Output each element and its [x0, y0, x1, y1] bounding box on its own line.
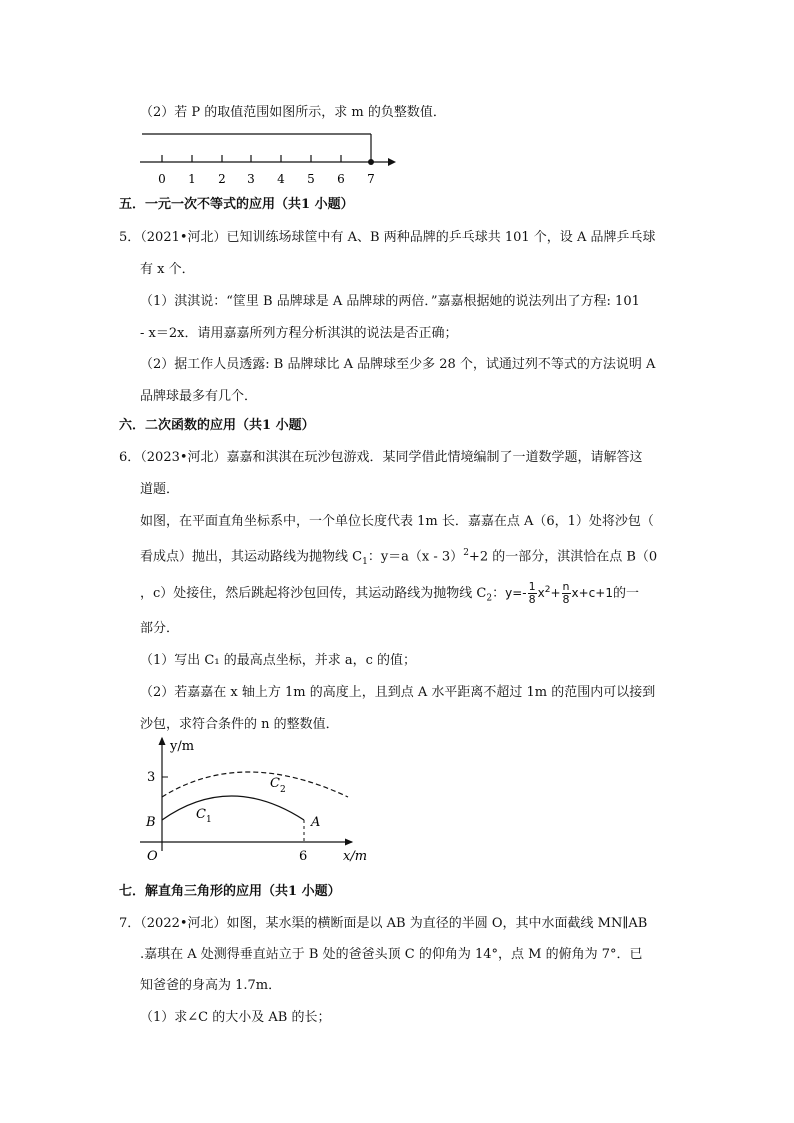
nl-label-0: 0	[158, 172, 166, 186]
q6-stem-line1: 如图，在平面直角坐标系中，一个单位长度代表 1m 长．嘉嘉在点 A（6，1）处将沙包（	[140, 514, 654, 529]
c2-label: C	[270, 776, 280, 791]
nl-label-5: 5	[307, 172, 315, 186]
graph-origin-label: O	[147, 849, 158, 864]
q6-stem-line2: 看成点）抛出，其运动路线为抛物线 $C_1$：y＝a（x - 3）$^2$+2 的一部分，淇淇恰在点 B（0	[140, 548, 658, 567]
c1-label: C	[196, 807, 206, 822]
q7-part1: （1）求∠C 的大小及 AB 的长；	[140, 1010, 331, 1025]
parabola-c2	[162, 772, 348, 797]
graph-tick-6-label: 6	[299, 849, 308, 864]
q6-stem-line3: ，c）处接住，然后跳起将沙包回传，其运动路线为抛物线 $C_2$：y=- $\frac{1}{8}$ $x^2+$ $\frac{n}{8}$ x+c+1的一	[140, 580, 639, 606]
section-5-heading: 五．一元一次不等式的应用（共1 小题）	[119, 197, 354, 212]
c1-sub-label: 1	[206, 815, 212, 825]
q5-part2-line1: （2）据工作人员透露: B 品牌球比 A 品牌球至少多 28 个，试通过列不等式的方法说明 A	[140, 357, 656, 372]
q6-line1: 6．（2023•河北）嘉嘉和淇淇在玩沙包游戏．某同学借此情境编制了一道数学题，请解答这	[119, 450, 643, 465]
section-6-heading: 六．二次函数的应用（共1 小题）	[119, 418, 315, 433]
q5-part1-line2: - x＝2x．请用嘉嘉所列方程分析淇淇的说法是否正确；	[140, 326, 458, 341]
q6-line2: 道题．	[140, 482, 180, 497]
point-a-label: A	[311, 815, 321, 830]
q7-line2: .嘉琪在 A 处测得垂直站立于 B 处的爸爸头顶 C 的仰角为 14°，点 M 的俯角为 7°．已	[140, 947, 643, 962]
q5-line2: 有 x 个．	[140, 262, 195, 277]
q7-line3: 知爸爸的身高为 1.7m．	[140, 978, 282, 993]
q4-part2: （2）若 P 的取值范围如图所示，求 m 的负整数值．	[140, 105, 446, 120]
nl-label-2: 2	[218, 172, 226, 186]
q6-stem-line4: 部分．	[140, 621, 180, 636]
parabola-c2-formula: y=- $\frac{1}{8}$ $x^2+$ $\frac{n}{8}$ x+c+1	[505, 580, 613, 606]
q5-part2-line2: 品牌球最多有几个．	[140, 389, 258, 404]
c2-sub-label: 2	[280, 785, 286, 795]
q6-part2-line1: （2）若嘉嘉在 x 轴上方 1m 的高度上，且到点 A 水平距离不超过 1m 的范围内可以接到	[140, 685, 656, 700]
nl-label-3: 3	[247, 172, 255, 186]
nl-label-6: 6	[337, 172, 345, 186]
q5-line1: 5．（2021•河北）已知训练场球筐中有 A、B 两种品牌的乒乓球共 101 个，设 A 品牌乒乓球	[119, 230, 656, 245]
nl-label-1: 1	[188, 172, 196, 186]
point-b-label: B	[146, 815, 156, 830]
q6-part2-line2: 沙包，求符合条件的 n 的整数值．	[140, 717, 339, 732]
q5-part1-line1: （1）淇淇说：“筐里 B 品牌球是 A 品牌球的两倍．”嘉嘉根据她的说法列出了方程: 101	[140, 294, 640, 309]
graph-tick-3-label: 3	[147, 770, 156, 785]
nl-label-7: 7	[367, 172, 375, 186]
section-7-heading: 七．解直角三角形的应用（共1 小题）	[119, 884, 341, 899]
q7-line1: 7．（2022•河北）如图，某水渠的横断面是以 AB 为直径的半圆 O，其中水面截线 MN∥AB	[119, 916, 648, 931]
q6-part1: （1）写出 C₁ 的最高点坐标，并求 a，c 的值；	[140, 653, 416, 668]
graph-x-label: x/m	[343, 849, 368, 864]
nl-label-4: 4	[277, 172, 285, 186]
parabola-c1	[162, 796, 304, 820]
graph-y-label: y/m	[170, 739, 195, 754]
